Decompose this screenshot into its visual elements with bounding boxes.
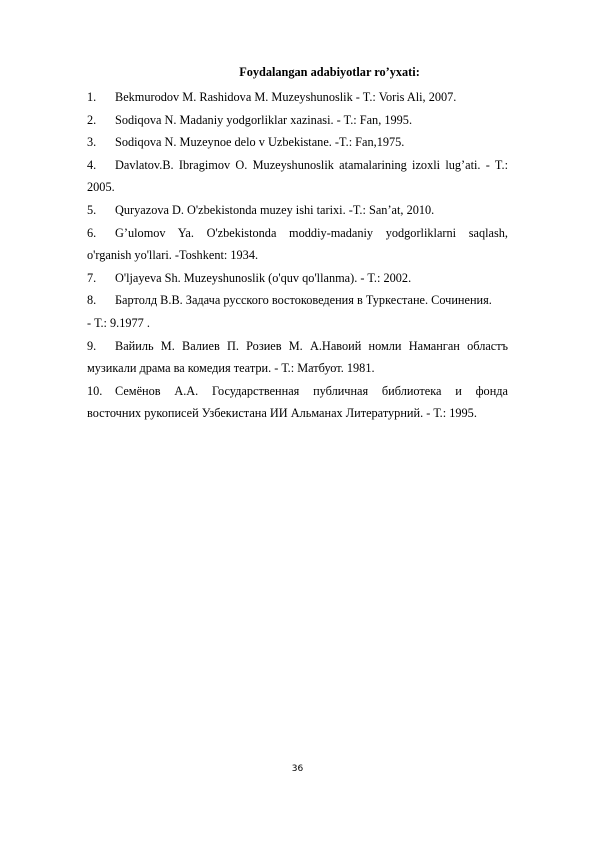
reference-text-continued: музикали драма ва комедия театри. - Т.: Матбуот. 1981.: [87, 361, 375, 376]
page-number: 36: [291, 764, 304, 774]
reference-number: 8.: [87, 293, 97, 308]
reference-entry-10: [87, 380, 508, 425]
reference-text: Davlatov.B. Ibragimov O. Muzeyshunoslik atamalarining izoxli lug’ati. - T.:: [115, 157, 508, 172]
reference-entry-4: [87, 154, 508, 199]
reference-text: Bekmurodov M. Rashidova M. Muzeyshunoslik - T.: Voris Ali, 2007.: [115, 90, 457, 104]
reference-text: O'ljayeva Sh. Muzeyshunoslik (o'quv qo'llanma). - T.: 2002.: [115, 270, 412, 285]
reference-text: G’ulomov Ya. O'zbekistonda moddiy-madaniy yodgorliklarni saqlash,: [115, 225, 508, 240]
reference-entry-2: [87, 109, 508, 132]
reference-text: Quryazova D. O'zbekistonda muzey ishi tarixi. -T.: San’at, 2010.: [115, 202, 435, 217]
reference-entry-7: [87, 267, 508, 290]
reference-number: 2.: [87, 112, 97, 127]
reference-text-continued: o'rganish yo'llari. -Toshkent: 1934.: [87, 248, 259, 263]
reference-entry-8: [87, 289, 508, 334]
reference-number: 6.: [87, 225, 97, 240]
reference-number: 10.: [87, 383, 103, 398]
bibliography-heading: Foydalangan adabiyotlar ro’yxati:: [239, 65, 420, 79]
reference-entry-9: [87, 335, 508, 380]
reference-entry-5: [87, 199, 508, 222]
reference-number: 7.: [87, 270, 97, 285]
reference-text-continued: - Т.: 9.1977 .: [87, 315, 150, 330]
reference-number: 4.: [87, 157, 97, 172]
reference-entry-1: [87, 86, 508, 109]
reference-entry-6: [87, 222, 508, 267]
reference-text: Семёнов А.А. Государственная публичная библиотека и фонда: [115, 383, 508, 398]
reference-text: Вайиль М. Валиев П. Розиев М. А.Навоий номли Наманган областъ: [115, 338, 508, 353]
reference-number: 5.: [87, 202, 97, 217]
bibliography-page: [87, 63, 508, 425]
reference-number: 1.: [87, 90, 97, 104]
reference-text: Sodiqova N. Muzeynoe delo v Uzbekistane. -T.: Fan,1975.: [115, 135, 405, 150]
reference-text-continued: 2005.: [87, 180, 115, 195]
reference-text-continued: восточних рукописей Узбекистана ИИ Альманах Литературний. - Т.: 1995.: [87, 406, 477, 421]
reference-text: Sodiqova N. Madaniy yodgorliklar xazinasi. - T.: Fan, 1995.: [115, 112, 413, 127]
reference-text: Бартолд В.В. Задача русского востоковедения в Туркестане. Сочинения.: [115, 293, 492, 308]
reference-number: 3.: [87, 135, 97, 150]
reference-entry-3: [87, 131, 508, 154]
reference-number: 9.: [87, 338, 97, 353]
